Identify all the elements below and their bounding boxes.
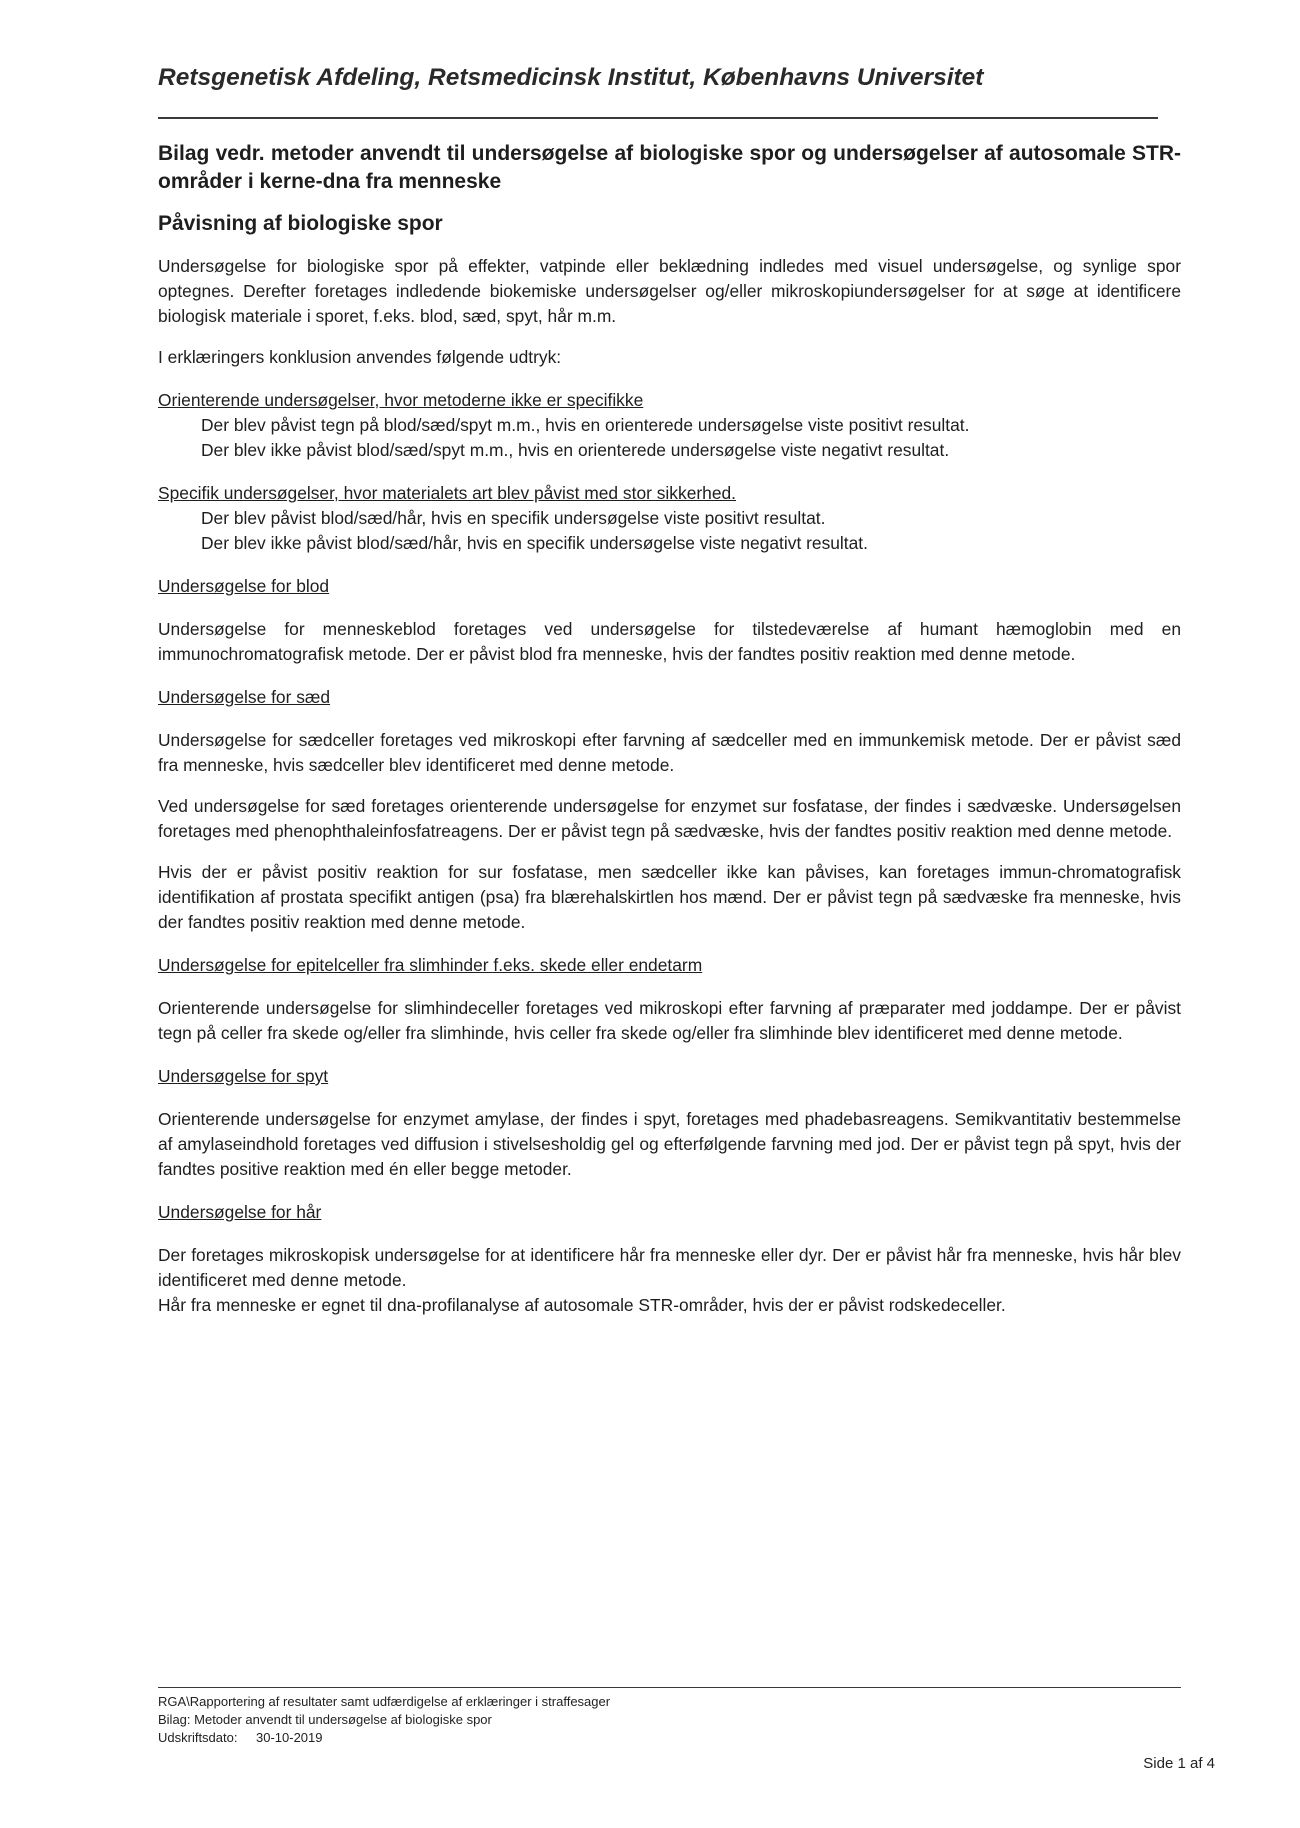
intro-paragraph: Undersøgelse for biologiske spor på effekter, vatpinde eller beklædning indledes med visuel undersøgelse, og synlige spor optegnes. Derefter foretages indledende biokemiske undersøgelser og/eller mikroskopiundersøgelser for at søge at identificere biologisk materiale i sporet, f.eks. blod, sæd, spyt, hår m.m. xyxy=(158,256,1181,326)
document-title: Bilag vedr. metoder anvendt til undersøgelse af biologiske spor og undersøgelser af autosomale STR-områder i kerne-dna fra menneske xyxy=(158,142,1181,193)
specifik-heading: Specifik undersøgelser, hvor materialets art blev påvist med stor sikkerhed. xyxy=(158,483,737,503)
haar-paragraph-1: Der foretages mikroskopisk undersøgelse for at identificere hår fra menneske eller dyr. Der er påvist hår fra menneske, hvis hår blev identificeret med denne metode. xyxy=(158,1245,1181,1290)
document-footer xyxy=(158,1693,610,1747)
saed-heading: Undersøgelse for sæd xyxy=(158,687,331,707)
epitel-heading: Undersøgelse for epitelceller fra slimhinder f.eks. skede eller endetarm xyxy=(158,955,703,975)
header-divider xyxy=(158,117,1158,119)
footer-print-date xyxy=(158,1729,610,1747)
document-body xyxy=(158,140,1181,1318)
specifik-positive: Der blev påvist blod/sæd/hår, hvis en specifik undersøgelse viste positivt resultat. xyxy=(201,508,826,528)
saed-paragraph-1: Undersøgelse for sædceller foretages ved mikroskopi efter farvning af sædceller med en immunkemisk metode. Der er påvist sæd fra menneske, hvis sædceller blev identificeret med denne metode. xyxy=(158,730,1181,775)
specifik-list xyxy=(158,506,1181,556)
haar-heading: Undersøgelse for hår xyxy=(158,1202,322,1222)
print-date-label: Udskriftsdato: xyxy=(158,1730,238,1745)
orienterende-list xyxy=(158,413,1181,463)
spyt-paragraph: Orienterende undersøgelse for enzymet amylase, der findes i spyt, foretages med phadebasreagens. Semikvantitativ bestemmelse af amylaseindhold foretages ved diffusion i stivelsesholdig gel og efterfølgende farvning med jod. Der er påvist tegn på spyt, hvis der fandtes positive reaktion med én eller begge metoder. xyxy=(158,1109,1181,1179)
footer-subtitle: Bilag: Metoder anvendt til undersøgelse af biologiske spor xyxy=(158,1712,492,1727)
conclusion-intro: I erklæringers konklusion anvendes følgende udtryk: xyxy=(158,347,562,367)
institution-header: Retsgenetisk Afdeling, Retsmedicinsk Institut, Københavns Universitet xyxy=(158,64,984,91)
footer-path: RGA\Rapportering af resultater samt udfærdigelse af erklæringer i straffesager xyxy=(158,1694,611,1709)
saed-paragraph-2: Ved undersøgelse for sæd foretages orienterende undersøgelse for enzymet sur fosfatase, der findes i sædvæske. Undersøgelsen foretages med phenophthaleinfosfatreagens. Der er påvist tegn på sædvæske, hvis der fandtes positiv reaktion med denne metode. xyxy=(158,796,1181,841)
epitel-paragraph: Orienterende undersøgelse for slimhindeceller foretages ved mikroskopi efter farvning af præparater med joddampe. Der er påvist tegn på celler fra skede og/eller fra slimhinde, hvis celler fra skede og/eller fra slimhinde blev identificeret med denne metode. xyxy=(158,998,1181,1043)
orienterende-heading: Orienterende undersøgelser, hvor metoderne ikke er specifikke xyxy=(158,390,644,410)
page-number: Side 1 af 4 xyxy=(1143,1755,1215,1772)
saed-paragraph-3: Hvis der er påvist positiv reaktion for sur fosfatase, men sædceller ikke kan påvises, kan foretages immun-chromatografisk identifikation af prostata specifikt antigen (psa) fra blærehalskirtlen hos mænd. Der er påvist tegn på sædvæske fra menneske, hvis der fandtes positiv reaktion med denne metode. xyxy=(158,862,1181,932)
spyt-heading: Undersøgelse for spyt xyxy=(158,1066,329,1086)
section-title: Påvisning af biologiske spor xyxy=(158,212,443,235)
blod-heading: Undersøgelse for blod xyxy=(158,576,330,596)
blod-paragraph: Undersøgelse for menneskeblod foretages ved undersøgelse for tilstedeværelse af humant hæmoglobin med en immunochromatografisk metode. Der er påvist blod fra menneske, hvis der fandtes positiv reaktion med denne metode. xyxy=(158,619,1181,664)
footer-divider xyxy=(158,1687,1181,1688)
orienterende-positive: Der blev påvist tegn på blod/sæd/spyt m.m., hvis en orienterede undersøgelse viste positivt resultat. xyxy=(201,415,970,435)
orienterende-negative: Der blev ikke påvist blod/sæd/spyt m.m., hvis en orienterede undersøgelse viste negativt resultat. xyxy=(201,440,950,460)
print-date-value: 30-10-2019 xyxy=(256,1730,323,1745)
haar-paragraph-2: Hår fra menneske er egnet til dna-profilanalyse af autosomale STR-områder, hvis der er påvist rodskedeceller. xyxy=(158,1295,1006,1315)
specifik-negative: Der blev ikke påvist blod/sæd/hår, hvis en specifik undersøgelse viste negativt resultat. xyxy=(201,533,868,553)
